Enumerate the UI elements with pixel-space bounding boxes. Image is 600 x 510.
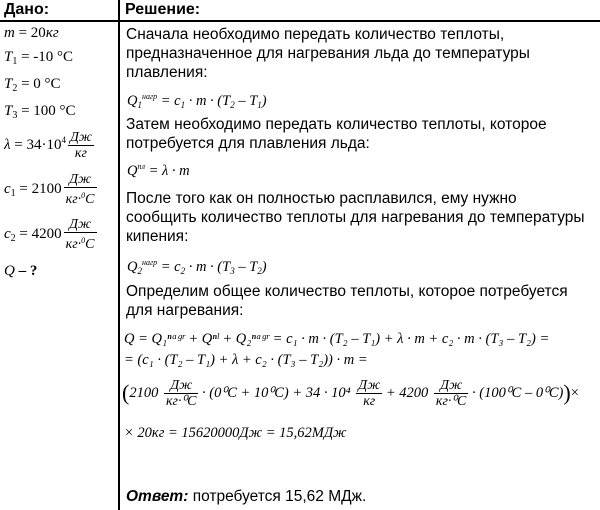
column-divider xyxy=(118,0,120,510)
text-paragraph-1-line-3: плавления: xyxy=(126,64,208,81)
given-t1: $T_1 = -10$ °C xyxy=(4,49,74,67)
given-lambda: $\lambda = 34\cdot 10^4$ $\frac{Дж}{кг}$ xyxy=(4,130,92,161)
equation-melting: $Q^{пл} = \lambda \cdot m$ xyxy=(127,162,190,179)
text-paragraph-3: После того как он полностью расплавился, ему нужно xyxy=(126,190,517,207)
equation-total-line-2: = (c₁ · (T₂ – T₁) + λ + c₂ · (T₃ – T₂)) · m = xyxy=(124,352,368,368)
given-c1: $c_1 = 2100$ $\frac{Дж}{кг\cdot^0C}$ xyxy=(4,172,95,207)
solution-heading: Решение: xyxy=(125,1,201,18)
answer xyxy=(126,488,366,506)
text-paragraph-4: Определим общее количество теплоты, которое потребуется xyxy=(126,283,568,300)
equation-heating-ice: $Q_1^{нагр} = c_1 \cdot m \cdot (T_2 - T_1)$ xyxy=(127,92,267,110)
equation-total-line-1: Q = Q₁ⁿᵃᵍʳ + Qⁿˡ + Q₂ⁿᵃᵍʳ = c₁ · m · (T₂ – T₁) + λ · m + c₂ · m · (T₃ – T₂) = xyxy=(124,331,550,347)
text-paragraph-4-line-2: для нагревания: xyxy=(126,302,244,319)
equation-total-line-4: × 20кг = 15620000Дж = 15,62МДж xyxy=(124,425,347,441)
text-paragraph-2-line-2: потребуется для плавления льда: xyxy=(126,135,370,152)
equation-heating-water: $Q_2^{нагр} = c_2 \cdot m \cdot (T_3 - T_2)$ xyxy=(127,258,267,276)
given-q-unknown: Q – ? xyxy=(4,263,38,279)
given-heading: Дано: xyxy=(4,1,50,18)
header-divider xyxy=(0,20,600,22)
text-paragraph-3-line-2: сообщить количество теплоты для нагревания до температуры xyxy=(126,209,585,226)
text-paragraph-2: Затем необходимо передать количество теплоты, которое xyxy=(126,116,547,133)
equation-total-line-3: (2100 $\frac{Дж}{\text{кг·⁰C}}$ · (0⁰C + 10⁰C) + 34 · 10⁴ $\frac{Дж}{кг}$ + 4200 $\frac{Дж}{\text{кг·⁰C}}$ · (100⁰C – 0⁰C))× xyxy=(122,378,579,409)
answer-text: потребуется 15,62 МДж. xyxy=(188,488,367,505)
answer-label: Ответ: xyxy=(126,488,189,505)
text-paragraph-3-line-3: кипения: xyxy=(126,228,189,245)
text-paragraph-1: Сначала необходимо передать количество теплоты, xyxy=(126,26,505,43)
given-mass: m = 20кг xyxy=(4,25,59,41)
given-t3: $T_3 = 100$ °C xyxy=(4,103,76,121)
given-c2: $c_2 = 4200$ $\frac{Дж}{кг\cdot^0C}$ xyxy=(4,217,95,252)
given-t2: $T_2 = 0$ °C xyxy=(4,76,61,94)
text-paragraph-1-line-2: предназначенное для нагревания льда до температуры xyxy=(126,45,530,62)
